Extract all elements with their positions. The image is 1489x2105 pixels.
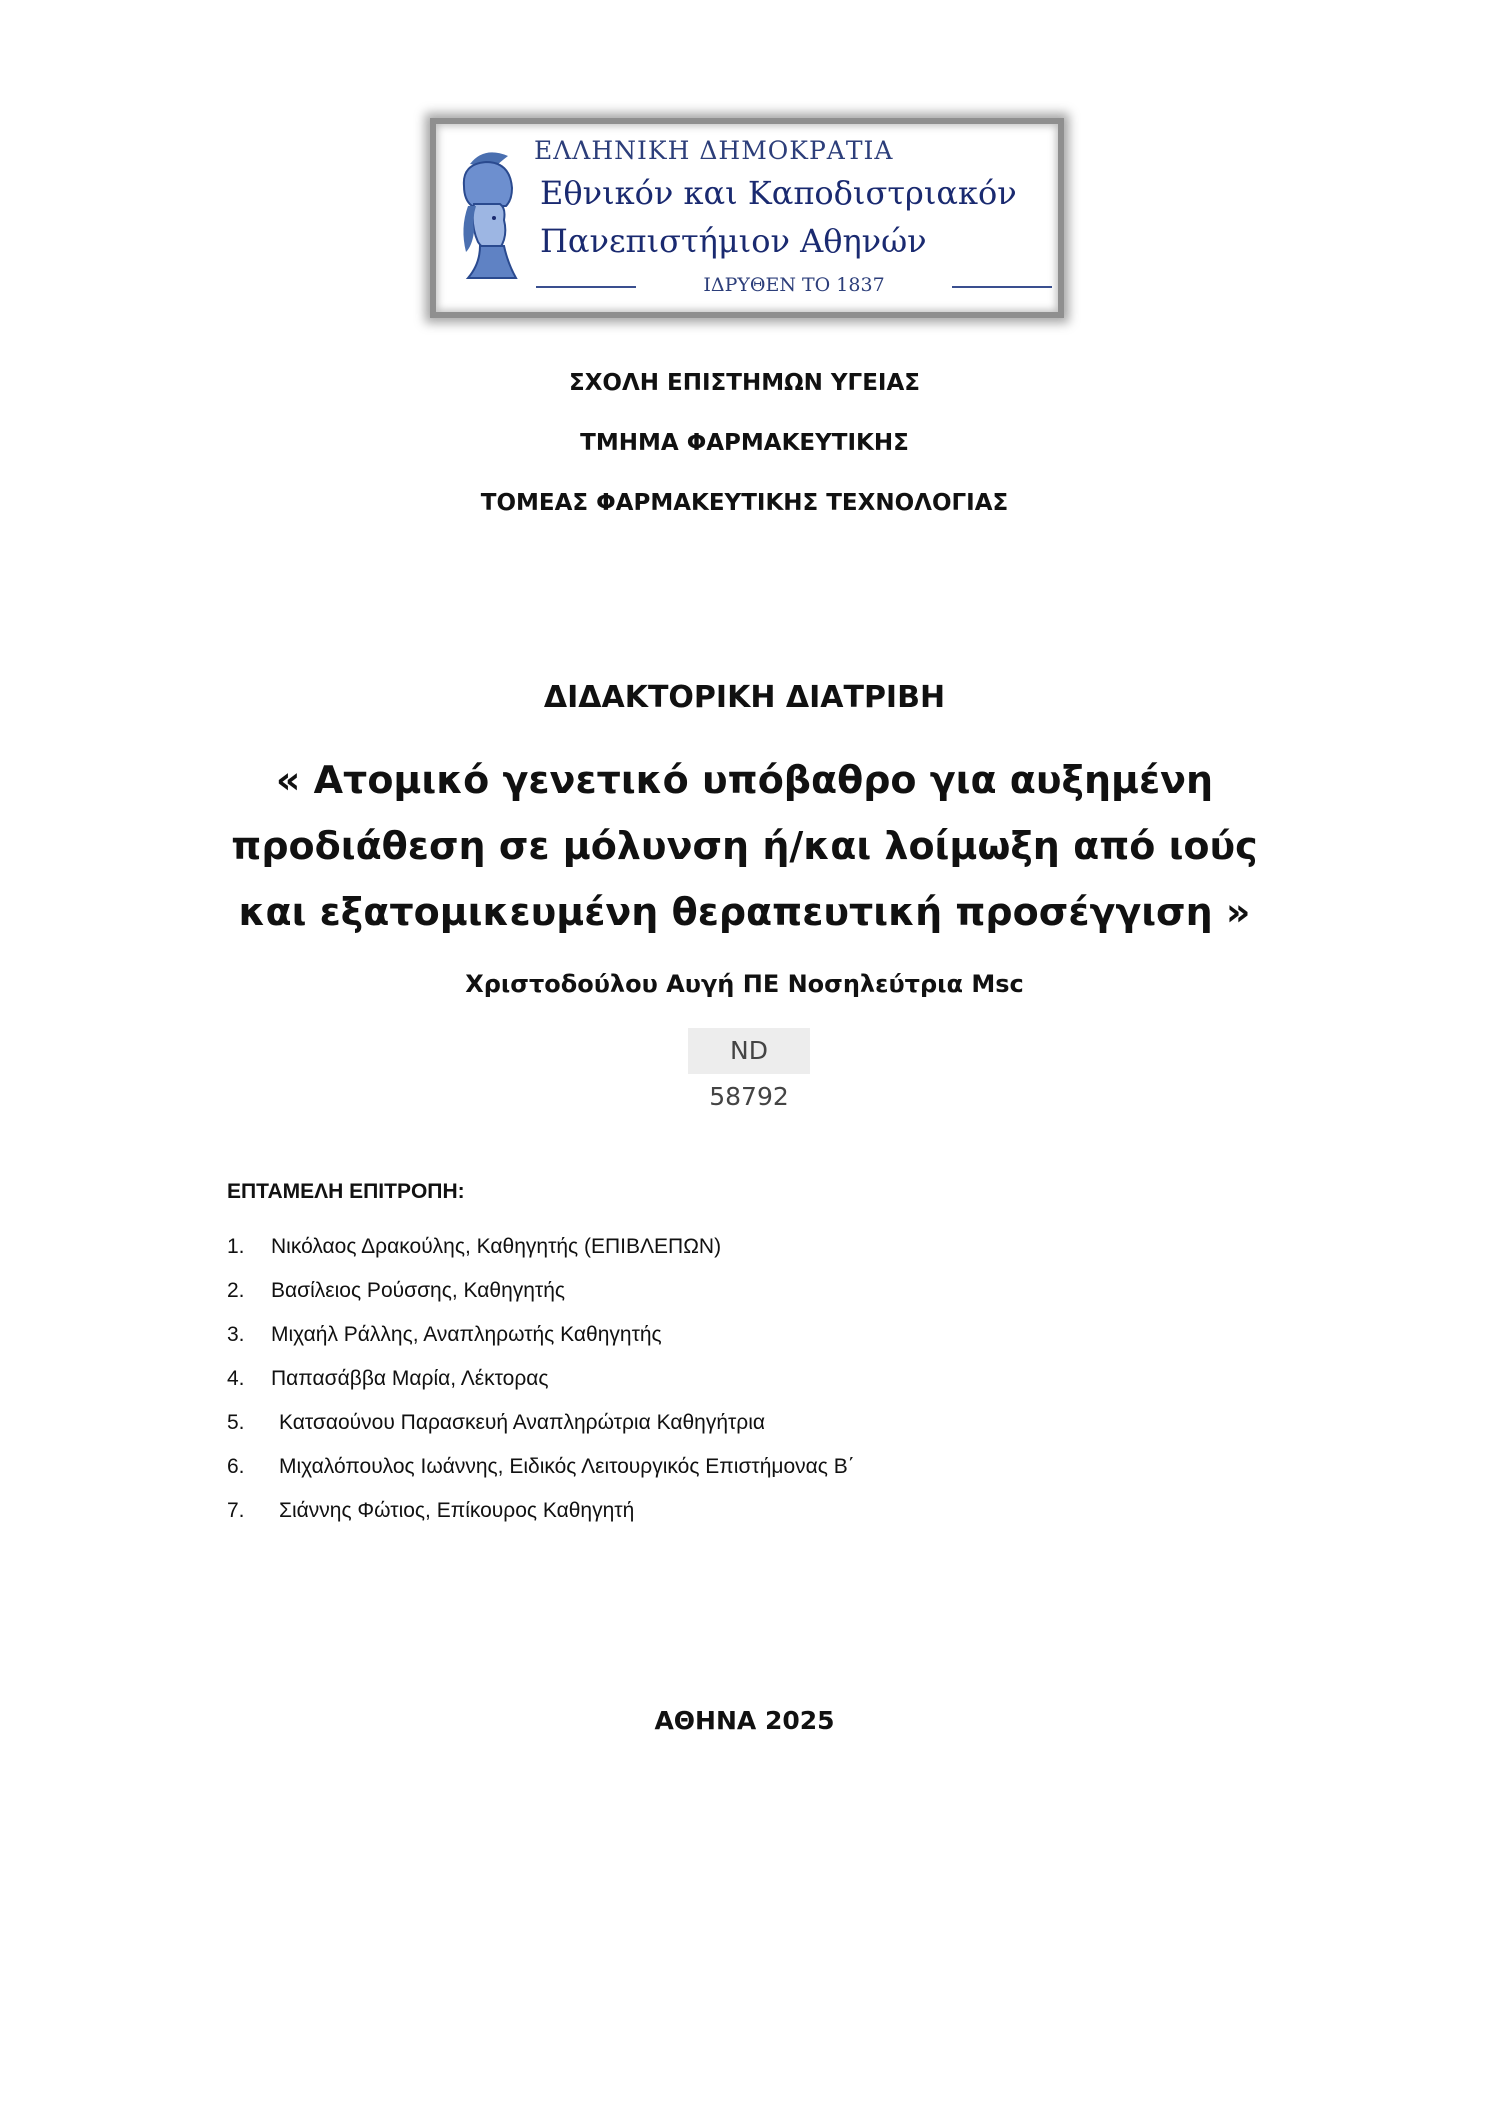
member-name: Παπασάββα Μαρία, Λέκτορας: [271, 1367, 549, 1390]
sector-name: ΤΟΜΕΑΣ ΦΑΡΜΑΚΕΥΤΙΚΗΣ ΤΕΧΝΟΛΟΓΙΑΣ: [480, 490, 1009, 516]
school-name: ΣΧΟΛΗ ΕΠΙΣΤΗΜΩΝ ΥΓΕΙΑΣ: [568, 370, 920, 396]
thesis-title-line-1: « Ατομικό γενετικό υπόβαθρο για αυξημένη: [275, 758, 1214, 802]
athena-head-emblem-icon: [450, 146, 524, 284]
logo-republic-text: ΕΛΛΗΝΙΚΗ ΔΗΜΟΚΡΑΤΙΑ: [534, 136, 894, 165]
member-name: Κατσαούνου Παρασκευή Αναπληρώτρια Καθηγήτρια: [279, 1411, 766, 1434]
member-number: 1.: [227, 1235, 245, 1258]
logo-rule-right: [952, 286, 1052, 288]
document-type: ΔΙΔΑΚΤΟΡΙΚΗ ΔΙΑΤΡΙΒΗ: [543, 680, 946, 715]
thesis-title-line-2: προδιάθεση σε μόλυνση ή/και λοίμωξη από ιούς: [231, 824, 1258, 868]
place-and-year: ΑΘΗΝΑ 2025: [654, 1706, 835, 1735]
member-name: Σιάννης Φώτιος, Επίκουρος Καθηγητή: [279, 1499, 635, 1522]
member-name: Νικόλαος Δρακούλης, Καθηγητής (ΕΠΙΒΛΕΠΩΝ): [271, 1235, 722, 1258]
thesis-title-line-3: και εξατομικευμένη θεραπευτική προσέγγιση »: [238, 890, 1251, 934]
member-number: 3.: [227, 1323, 245, 1346]
member-name: Μιχαήλ Ράλλης, Αναπληρωτής Καθηγητής: [271, 1323, 662, 1346]
logo-founded-text: ΙΔΡΥΘΕΝ ΤΟ 1837: [703, 274, 885, 296]
member-number: 4.: [227, 1367, 245, 1390]
member-name: Μιχαλόπουλος Ιωάννης, Ειδικός Λειτουργικός Επιστήμονας Β΄: [279, 1455, 855, 1478]
logo-founded-row: [536, 274, 1052, 298]
logo-university-name-line2: Πανεπιστήμιον Αθηνών: [540, 222, 927, 260]
member-number: 6.: [227, 1455, 245, 1478]
committee-heading: ΕΠΤΑΜΕΛΗ ΕΠΙΤΡΟΠΗ:: [227, 1180, 465, 1203]
logo-university-name-line1: Εθνικόν και Καποδιστριακόν: [540, 174, 1017, 212]
member-number: 2.: [227, 1279, 245, 1302]
member-number: 5.: [227, 1411, 245, 1434]
department-name: ΤΜΗΜΑ ΦΑΡΜΑΚΕΥΤΙΚΗΣ: [580, 430, 909, 456]
logo-rule-left: [536, 286, 636, 288]
thesis-author: Χριστοδούλου Αυγή ΠΕ Νοσηλεύτρια Msc: [465, 970, 1024, 998]
member-number: 7.: [227, 1499, 245, 1522]
thesis-id-badge: ND 58792: [688, 1028, 810, 1074]
university-logo: [430, 118, 1064, 318]
member-name: Βασίλειος Ρούσσης, Καθηγητής: [271, 1279, 566, 1302]
